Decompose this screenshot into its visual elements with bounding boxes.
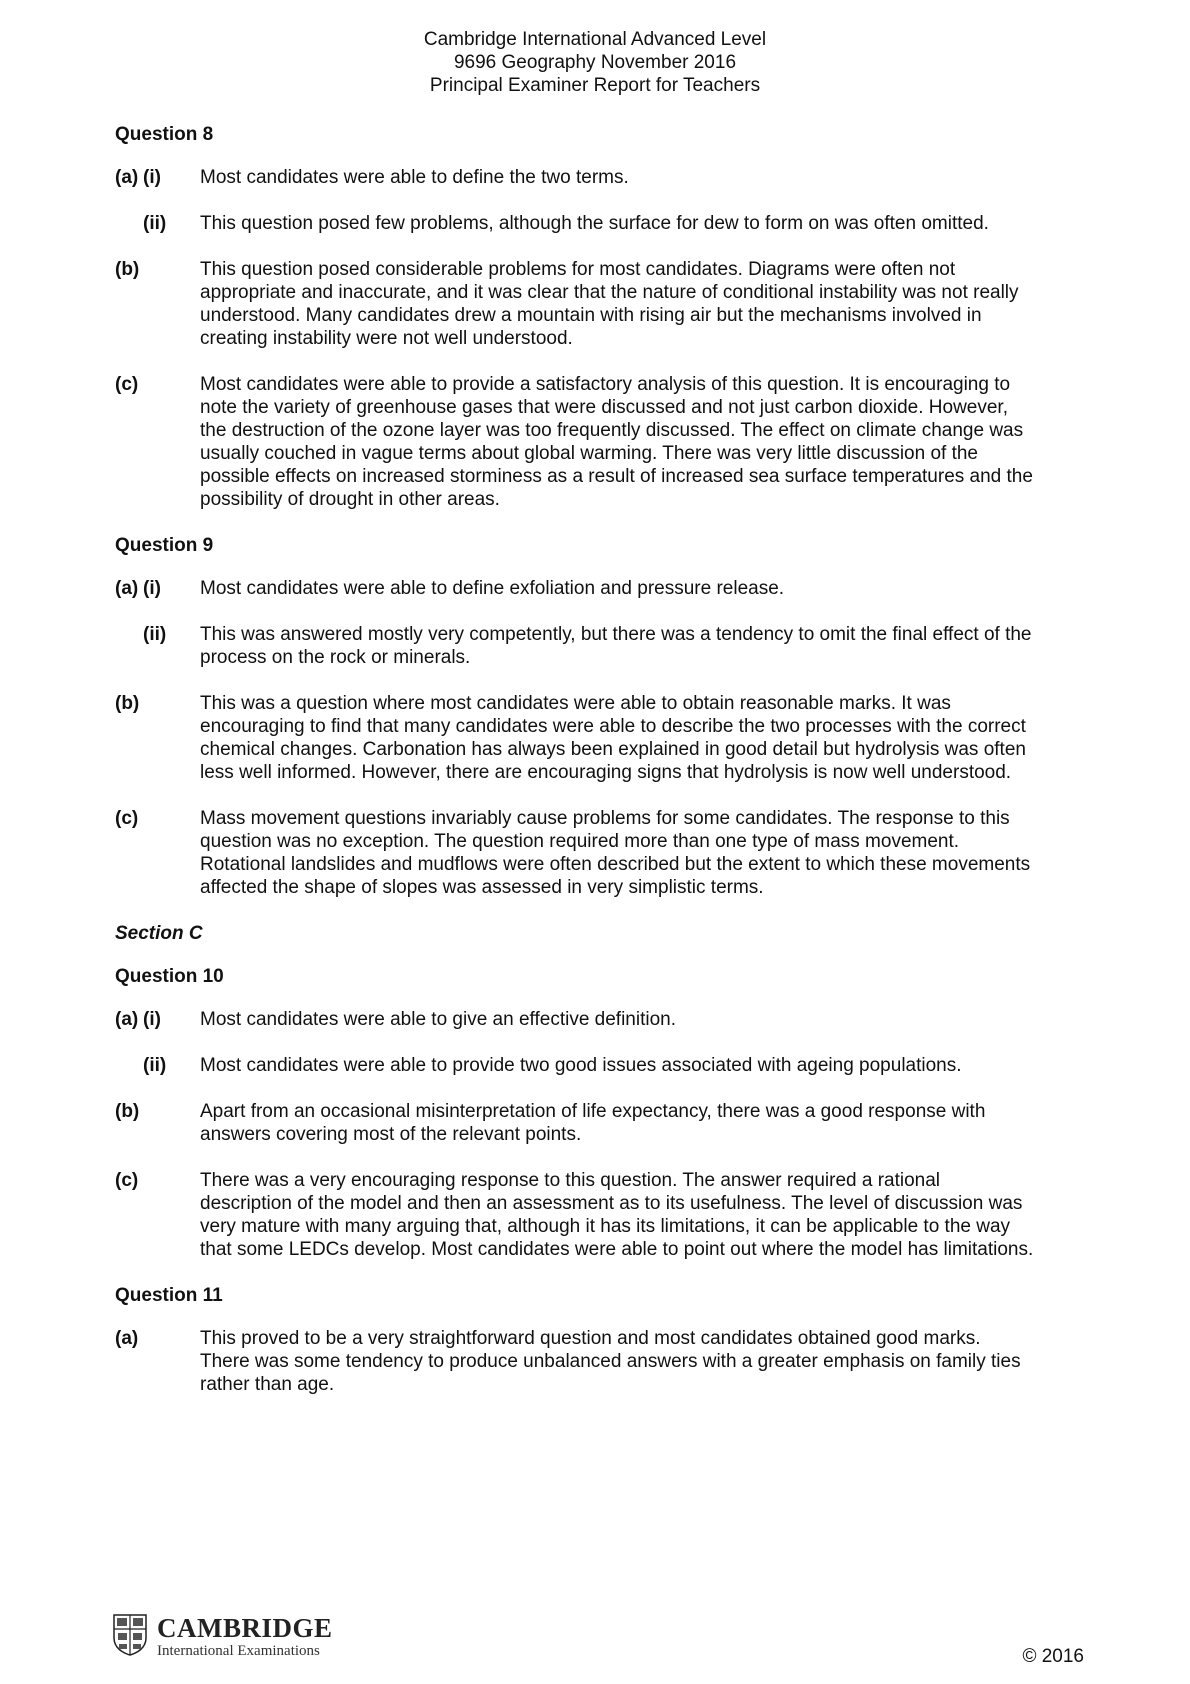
q11-a xyxy=(115,1327,1090,1396)
text-line: creating instability were not well understood. xyxy=(200,328,573,349)
brand-subtitle: International Examinations xyxy=(157,1643,320,1659)
question-8-title: Question 8 xyxy=(115,124,214,145)
text-line: understood. Many candidates drew a mountain with rising air but the mechanisms involved in xyxy=(200,305,982,326)
text-line: appropriate and inaccurate, and it was clear that the nature of conditional instability was not really xyxy=(200,282,1019,303)
text-line: very mature with many arguing that, although it has its limitations, it can be applicable to the way xyxy=(200,1216,1011,1237)
part-label: (a) xyxy=(115,578,139,599)
text-line: This proved to be a very straightforward question and most candidates obtained good marks. xyxy=(200,1328,981,1349)
text-line: Most candidates were able to give an effective definition. xyxy=(200,1009,676,1030)
text-line: There was a very encouraging response to this question. The answer required a rational xyxy=(200,1170,941,1191)
question-9-title: Question 9 xyxy=(115,535,214,556)
text-line: Most candidates were able to define the two terms. xyxy=(200,167,629,188)
q8-a-ii xyxy=(115,212,1090,235)
q9-b xyxy=(115,692,1090,784)
text-line: the destruction of the ozone layer was too frequently discussed. The effect on climate change was xyxy=(200,420,1024,441)
text-line: This question posed few problems, although the surface for dew to form on was often omitted. xyxy=(200,213,989,234)
subpart-label: (i) xyxy=(143,167,161,188)
text-line: chemical changes. Carbonation has always been explained in good detail but hydrolysis was often xyxy=(200,739,1026,760)
text-line: Most candidates were able to provide a satisfactory analysis of this question. It is encouraging to xyxy=(200,374,1011,395)
text-line: possible effects on increased storminess as a result of increased sea surface temperatures and the xyxy=(200,466,1033,487)
part-label: (c) xyxy=(115,374,139,395)
subpart-label: (ii) xyxy=(143,1055,167,1076)
q10-c xyxy=(115,1169,1090,1261)
part-label: (b) xyxy=(115,1101,140,1122)
text-line: Mass movement questions invariably cause problems for some candidates. The response to this xyxy=(200,808,1010,829)
text-line: This question posed considerable problems for most candidates. Diagrams were often not xyxy=(200,259,956,280)
subpart-label: (ii) xyxy=(143,213,167,234)
q9-c xyxy=(115,807,1090,899)
part-label: (b) xyxy=(115,693,140,714)
subpart-label: (i) xyxy=(143,1009,161,1030)
part-label: (a) xyxy=(115,1009,139,1030)
part-label: (b) xyxy=(115,259,140,280)
text-line: process on the rock or minerals. xyxy=(200,647,471,668)
text-line: Rotational landslides and mudflows were often described but the extent to which these movements xyxy=(200,854,1031,875)
text-line: Apart from an occasional misinterpretation of life expectancy, there was a good response with xyxy=(200,1101,986,1122)
text-line: Most candidates were able to provide two good issues associated with ageing populations. xyxy=(200,1055,962,1076)
question-11-title: Question 11 xyxy=(115,1285,223,1306)
header-line-1: Cambridge International Advanced Level xyxy=(423,29,767,50)
text-line: Most candidates were able to define exfoliation and pressure release. xyxy=(200,578,785,599)
q8-b xyxy=(115,258,1090,350)
text-line: description of the model and then an assessment as to its usefulness. The level of discussion was xyxy=(200,1193,1023,1214)
part-label: (c) xyxy=(115,808,139,829)
text-line: There was some tendency to produce unbalanced answers with a greater emphasis on family ties xyxy=(200,1351,1021,1372)
q10-b xyxy=(115,1100,1090,1146)
text-line: less well informed. However, there are encouraging signs that hydrolysis is now well understood. xyxy=(200,762,1012,783)
part-label: (a) xyxy=(115,1328,139,1349)
text-line: usually couched in vague terms about global warming. There was very little discussion of the xyxy=(200,443,978,464)
part-label: (a) xyxy=(115,167,139,188)
text-line: encouraging to find that many candidates were able to describe the two processes with the correct xyxy=(200,716,1026,737)
header-line-3: Principal Examiner Report for Teachers xyxy=(429,75,761,96)
copyright-notice: © 2016 xyxy=(1022,1646,1084,1667)
section-c-title: Section C xyxy=(115,923,203,944)
report-body xyxy=(115,123,1090,1419)
header-line-2: 9696 Geography November 2016 xyxy=(453,52,737,73)
q10-a-ii xyxy=(115,1054,1090,1077)
text-line: note the variety of greenhouse gases that were discussed and not just carbon dioxide. However, xyxy=(200,397,1008,418)
text-line: that some LEDCs develop. Most candidates were able to point out where the model has limitations. xyxy=(200,1239,1034,1260)
text-line: answers covering most of the relevant points. xyxy=(200,1124,582,1145)
q9-a-i xyxy=(115,577,1090,600)
text-line: rather than age. xyxy=(200,1374,335,1395)
text-line: This was a question where most candidates were able to obtain reasonable marks. It was xyxy=(200,693,951,714)
text-line: This was answered mostly very competently, but there was a tendency to omit the final effect of the xyxy=(200,624,1032,645)
page-header xyxy=(0,28,1190,97)
subpart-label: (i) xyxy=(143,578,161,599)
brand-name: CAMBRIDGE xyxy=(157,1613,333,1643)
question-10-title: Question 10 xyxy=(115,966,224,987)
text-line: question was no exception. The question required more than one type of mass movement. xyxy=(200,831,960,852)
q8-c xyxy=(115,373,1090,511)
subpart-label: (ii) xyxy=(143,624,167,645)
q10-a-i xyxy=(115,1008,1090,1031)
q9-a-ii xyxy=(115,623,1090,669)
text-line: possibility of drought in other areas. xyxy=(200,489,500,510)
q8-a-i xyxy=(115,166,1090,189)
text-line: affected the shape of slopes was assessed in very simplistic terms. xyxy=(200,877,764,898)
part-label: (c) xyxy=(115,1170,139,1191)
